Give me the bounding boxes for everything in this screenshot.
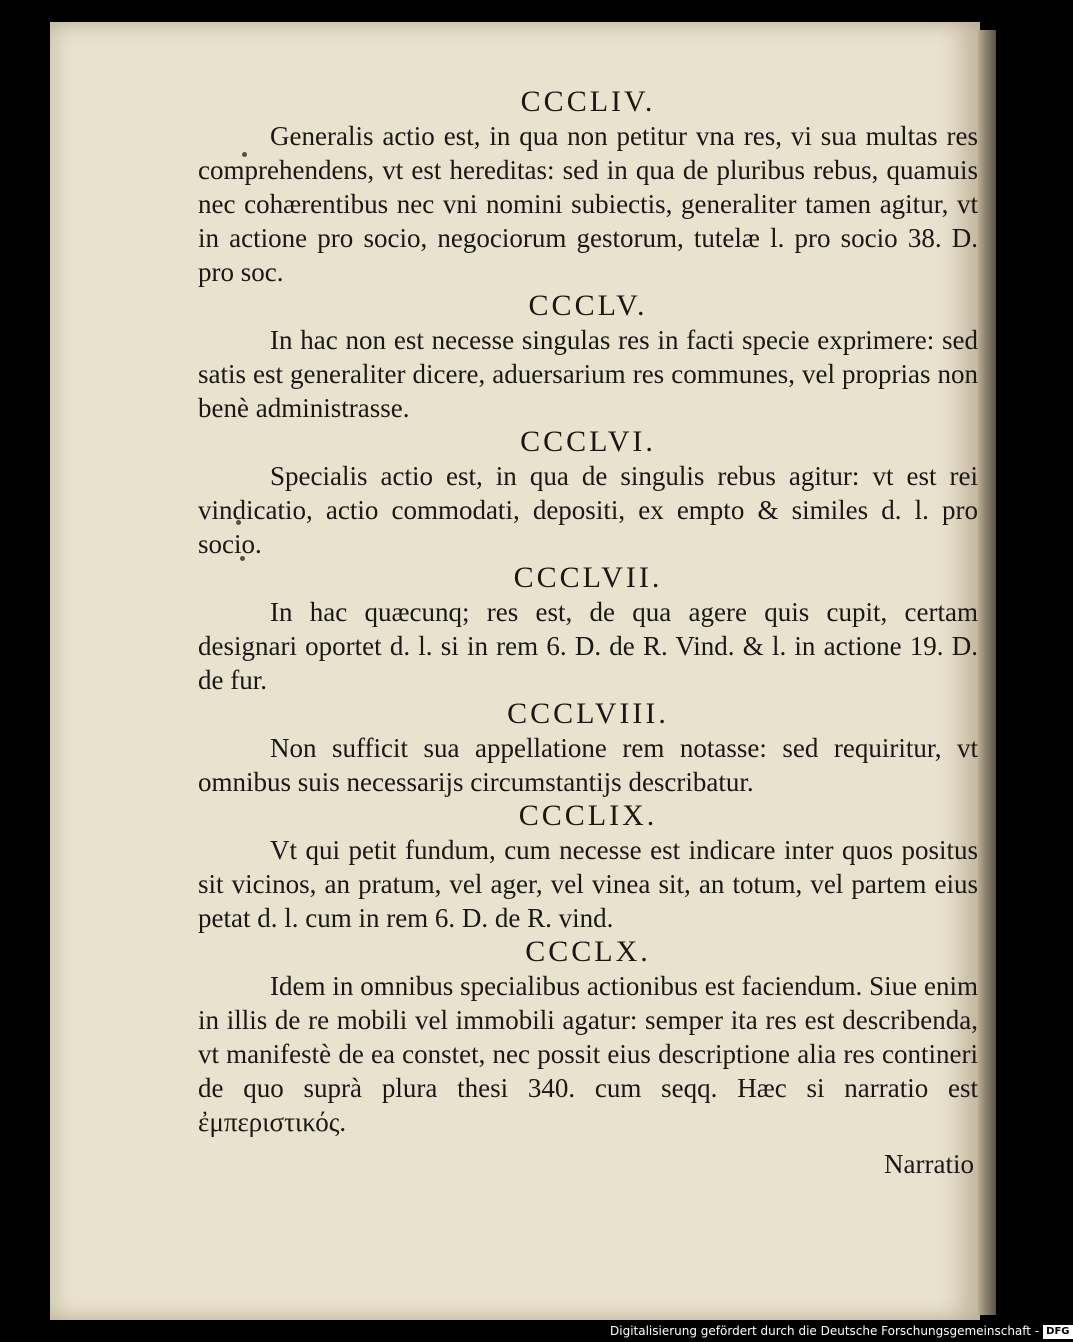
section-text: Idem in omnibus specialibus actionibus est faciendum. Siue enim in illis de re mobili vel immobili agatur: semper ita res est describenda, vt manifestè de ea constet, nec possit eius descriptione alia res contineri de quo suprà plura thesi 340. cum seqq. Hæc si narratio est ἐμπεριστικός. [198, 971, 978, 1137]
section-heading: CCCLV. [528, 289, 648, 322]
section-text: In hac quæcunq; res est, de qua agere quis cupit, certam designari oportet d. l. si in rem 6. D. de R. Vind. & l. in actione 19. D. de fur. [198, 597, 978, 695]
catchword: Narratio [884, 1149, 974, 1179]
section-heading: CCCLIV. [520, 85, 656, 118]
section-text: Vt qui petit fundum, cum necesse est indicare inter quos positus sit vicinos, an pratum, vel ager, vel vinea sit, an totum, vel partem eius petat d. l. cum in rem 6. D. de R. vind. [198, 835, 978, 933]
section-text: In hac non est necesse singulas res in facti specie exprimere: sed satis est generaliter dicere, aduersarium res communes, vel proprias non benè administrasse. [198, 325, 978, 423]
section-text: Generalis actio est, in qua non petitur vna res, vi sua multas res comprehendens, vt est hereditas: sed in qua de pluribus rebus, quamuis nec cohærentibus nec vni nomini subiectis, generaliter tamen agitur, vt in actione pro socio, negociorum gestorum, tutelæ l. pro socio 38. D. pro soc. [198, 121, 978, 287]
page-text [198, 85, 978, 1181]
footer-credit [610, 1322, 1070, 1340]
page-edge [978, 30, 996, 1315]
section-heading: CCCLVIII. [507, 697, 669, 730]
section-heading: CCCLVI. [520, 425, 656, 458]
dfg-logo: DFG [1043, 1325, 1072, 1339]
footer-text: Digitalisierung gefördert durch die Deutsche Forschungsgemeinschaft - [610, 1324, 1040, 1338]
section-heading: CCCLVII. [513, 561, 663, 594]
section-heading: CCCLX. [525, 935, 651, 968]
section-heading: CCCLIX. [518, 799, 658, 832]
section-text: Specialis actio est, in qua de singulis rebus agitur: vt est rei vindicatio, actio commodati, depositi, ex empto & similes d. l. pro socio. [198, 461, 978, 559]
section-text: Non sufficit sua appellatione rem notasse: sed requiritur, vt omnibus suis necessarijs circumstantijs describatur. [198, 733, 978, 797]
